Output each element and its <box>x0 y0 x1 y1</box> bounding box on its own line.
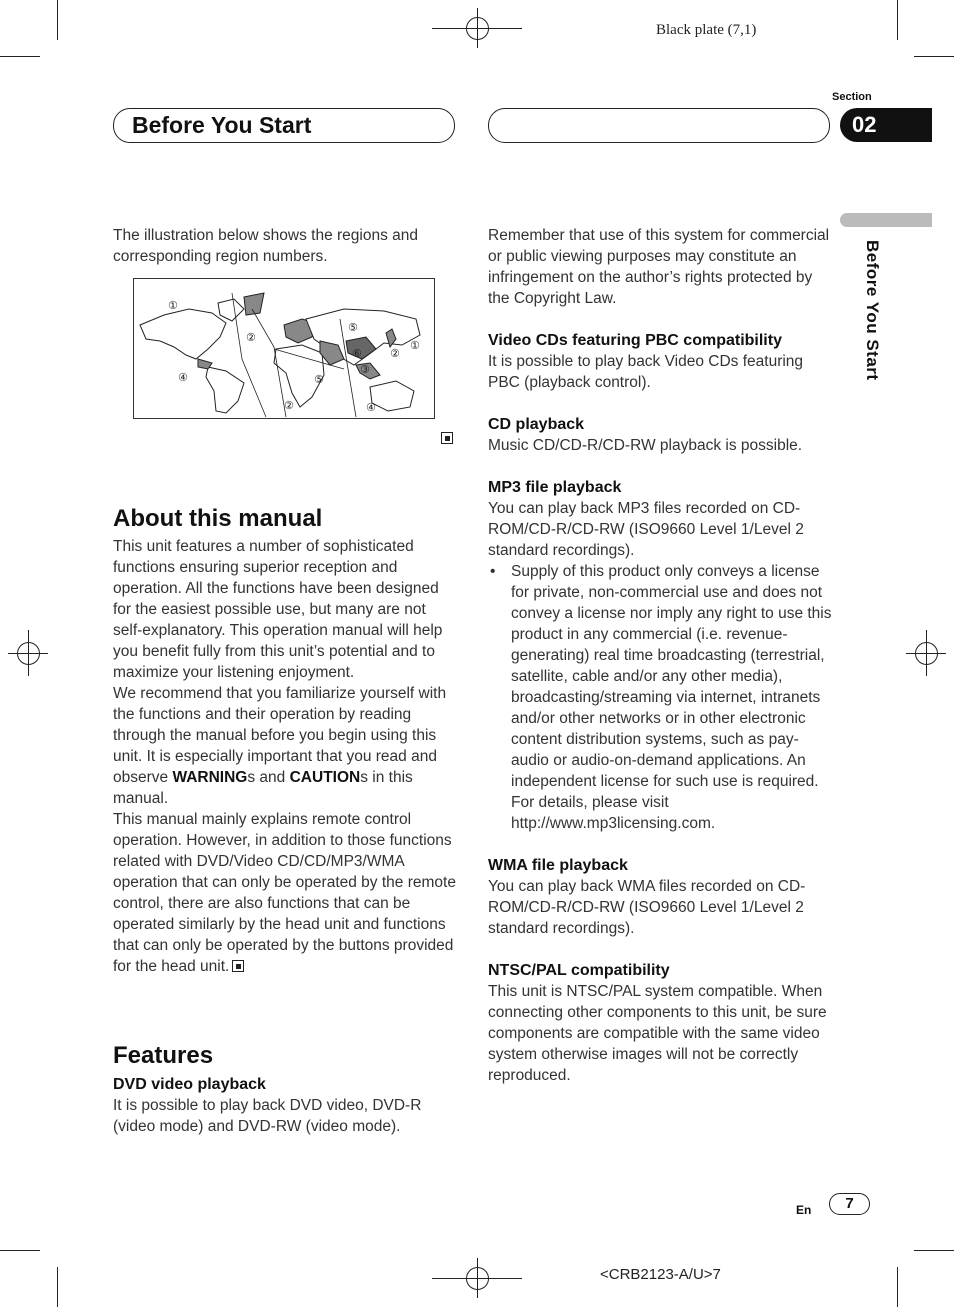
about-heading: About this manual <box>113 505 323 532</box>
features-heading: Features <box>113 1042 214 1069</box>
dvd-heading: DVD video playback <box>113 1076 266 1093</box>
features-continued <box>488 225 833 1086</box>
registration-mark <box>8 630 48 676</box>
registration-mark <box>906 630 946 676</box>
region-label: ⑤ <box>348 321 358 334</box>
vcd-heading: Video CDs featuring PBC compatibility <box>488 332 782 349</box>
crop-mark <box>897 0 898 40</box>
region-label: ④ <box>178 371 188 384</box>
region-label: ① <box>410 339 420 352</box>
region-label: ⑥ <box>352 347 362 360</box>
registration-mark <box>432 8 522 48</box>
page-title-box <box>113 108 455 143</box>
region-map <box>133 278 435 419</box>
about-paragraph-3: This manual mainly explains remote control operation. However, in addition to those functions related with DVD/Video CD/CD/MP3/WMA operation that can only be operated by the remote control, there are also functions that can be operated similarly by the head unit and functions that can only be operated by the buttons provided for the head unit. <box>113 811 456 975</box>
vcd-text: It is possible to play back Video CDs featuring PBC (playback control). <box>488 353 804 391</box>
region-label: ② <box>390 347 400 360</box>
registration-mark <box>432 1258 522 1298</box>
mp3-text: You can play back MP3 files recorded on CD-ROM/CD-R/CD-RW (ISO9660 Level 1/Level 2 standard recordings). <box>488 500 804 559</box>
document-code: <CRB2123-A/U>7 <box>600 1266 721 1283</box>
crop-mark <box>914 1250 954 1251</box>
header-blank-box <box>488 108 830 143</box>
mp3-licensing-url: http://www.mp3licensing.com. <box>511 815 716 832</box>
region-label: ② <box>284 399 294 412</box>
region-label: ④ <box>366 401 376 414</box>
about-section <box>113 505 458 977</box>
side-tab-bar <box>840 213 932 227</box>
features-section <box>113 1042 458 1137</box>
crop-mark <box>0 56 40 57</box>
map-intro: The illustration below shows the regions and corresponding region numbers. <box>113 227 419 265</box>
wma-text: You can play back WMA files recorded on CD-ROM/CD-R/CD-RW (ISO9660 Level 1/Level 2 standard recordings). <box>488 878 806 937</box>
language-label: En <box>796 1203 812 1217</box>
about-paragraph-2: We recommend that you familiarize yourself with the functions and their operation by reading through the manual before you begin using this unit. It is especially important that you read and observe WARNINGs and CAUTIONs in this manual. <box>113 685 447 807</box>
australia-shape <box>370 381 414 411</box>
page-title: Before You Start <box>132 112 312 138</box>
mp3-heading: MP3 file playback <box>488 479 622 496</box>
region-label: ② <box>246 331 256 344</box>
copyright-note: Remember that use of this system for commercial or public viewing purposes may constitute an infringement on the author’s rights protected by the Copyright Law. <box>488 227 830 307</box>
end-mark-icon <box>441 432 453 444</box>
end-mark-icon <box>232 960 244 972</box>
ntsc-text: This unit is NTSC/PAL system compatible. When connecting other components to this unit, be sure components are compatible with the same video system otherwise images will not be correctly reproduced. <box>488 983 827 1084</box>
region-label: ③ <box>360 363 370 376</box>
section-number: 02 <box>840 108 932 142</box>
crop-mark <box>914 56 954 57</box>
page-number: 7 <box>829 1193 870 1215</box>
about-paragraph-1: This unit features a number of sophisticated functions ensuring superior reception and operation. All the functions have been designed for the easiest possible use, but many are not self-explanatory. This operation manual will help you benefit fully from this unit’s potential and to maximize your listening enjoyment. <box>113 538 443 681</box>
world-map-illustration <box>134 279 434 418</box>
side-tab-label: Before You Start <box>863 240 882 381</box>
dvd-text: It is possible to play back DVD video, DVD-R (video mode) and DVD-RW (video mode). <box>113 1097 422 1135</box>
plate-text: Black plate (7,1) <box>656 22 757 38</box>
mp3-license-bullet: • Supply of this product only conveys a license for private, non-commercial use and does not convey a license nor imply any right to use this product in any commercial (i.e. revenue-generating) real time broadcasting (terrestrial, satellite, cable and/or any other media), broadcasting/streaming via internet, intranets and/or other networks or in other electronic content distribution systems, such as pay-audio or audio-on-demand applications. An independent license for such use is required. For details, please visit http://www.mp3licensing.com. <box>488 561 833 834</box>
crop-mark <box>897 1267 898 1307</box>
crop-mark <box>57 1267 58 1307</box>
section-label: Section <box>832 91 872 103</box>
cd-text: Music CD/CD-R/CD-RW playback is possible. <box>488 437 803 454</box>
crop-mark <box>57 0 58 40</box>
cd-heading: CD playback <box>488 416 585 433</box>
wma-heading: WMA file playback <box>488 857 628 874</box>
south-america-shape <box>206 367 244 413</box>
region-label: ⑤ <box>314 373 324 386</box>
north-america-shape <box>140 309 226 359</box>
crop-mark <box>0 1250 40 1251</box>
region-label: ① <box>168 299 178 312</box>
ntsc-heading: NTSC/PAL compatibility <box>488 962 670 979</box>
